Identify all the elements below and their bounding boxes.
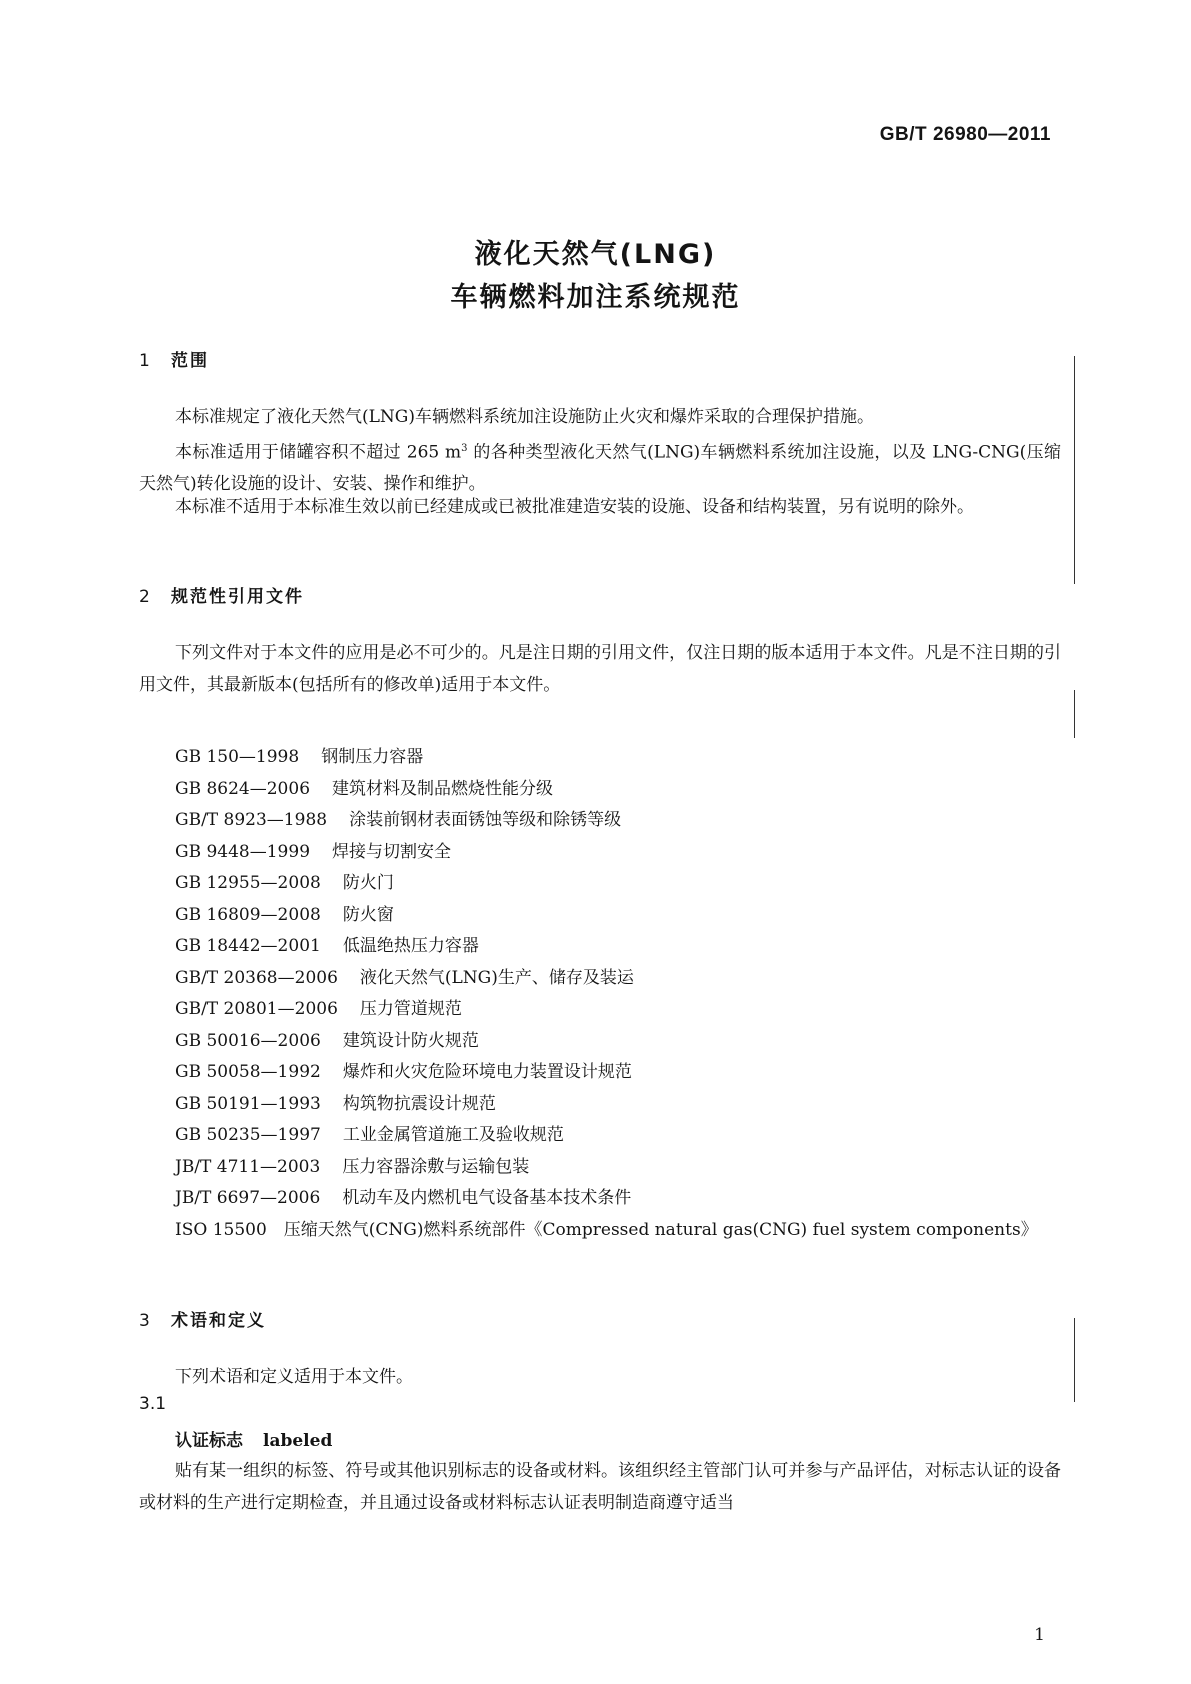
reference-item <box>175 1057 1061 1089</box>
term-english: labeled <box>263 1431 333 1451</box>
reference-code: GB/T 20801—2006 <box>175 999 338 1019</box>
section-2-intro: 下列文件对于本文件的应用是必不可少的。凡是注日期的引用文件，仅注日期的版本适用于本文件。凡是不注日期的引用文件，其最新版本(包括所有的修改单)适用于本文件。 <box>139 643 1061 695</box>
reference-title: 机动车及内燃机电气设备基本技术条件 <box>342 1188 632 1208</box>
reference-title: 工业金属管道施工及验收规范 <box>342 1125 564 1145</box>
reference-title: 爆炸和火灾危险环境电力装置设计规范 <box>342 1062 632 1082</box>
reference-item <box>175 742 1061 774</box>
section-3-title: 术语和定义 <box>171 1311 266 1331</box>
reference-code: GB/T 8923—1988 <box>175 810 328 830</box>
iso-reference: ISO 15500 压缩天然气(CNG)燃料系统部件《Compressed natural gas(CNG) fuel system components》 <box>175 1220 1038 1240</box>
section-2-title: 规范性引用文件 <box>171 587 304 607</box>
reference-code: GB 50058—1992 <box>175 1062 321 1082</box>
reference-code: GB 50191—1993 <box>175 1093 321 1114</box>
reference-item <box>175 1183 1061 1215</box>
term-chinese: 认证标志 <box>175 1431 243 1451</box>
reference-title: 防火窗 <box>342 904 394 925</box>
section-3-intro: 下列术语和定义适用于本文件。 <box>175 1367 413 1387</box>
reference-code: JB/T 4711—2003 <box>175 1156 321 1177</box>
reference-code: GB 150—1998 <box>175 747 300 767</box>
reference-title: 涂装前钢材表面锈蚀等级和除锈等级 <box>349 810 622 830</box>
section-3-number: 3 <box>139 1311 152 1331</box>
reference-item <box>175 805 1061 837</box>
reference-title: 构筑物抗震设计规范 <box>342 1093 496 1114</box>
reference-title: 焊接与切割安全 <box>332 841 452 862</box>
reference-code: GB 16809—2008 <box>175 904 321 925</box>
reference-code: GB 18442—2001 <box>175 936 321 956</box>
section-1-p2-superscript: 3 <box>461 443 468 454</box>
clause-number: 3.1 <box>139 1394 167 1414</box>
standard-code: GB/T 26980—2011 <box>879 124 1051 145</box>
reference-item <box>175 1026 1061 1058</box>
reference-code: GB/T 20368—2006 <box>175 967 338 988</box>
reference-title: 建筑设计防火规范 <box>342 1030 479 1051</box>
section-1-paragraph-3: 本标准不适用于本标准生效以前已经建成或已被批准建造安装的设施、设备和结构装置，另有说明的除外。 <box>175 497 974 517</box>
reference-item <box>175 931 1061 963</box>
reference-item <box>175 774 1061 806</box>
reference-title: 钢制压力容器 <box>321 747 424 767</box>
section-1-p2-start: 本标准适用于储罐容积不超过 265 m <box>175 442 462 463</box>
margin-change-bar <box>1074 1318 1075 1402</box>
section-1-paragraph-1: 本标准规定了液化天然气(LNG)车辆燃料系统加注设施防止火灾和爆炸采取的合理保护措施。 <box>175 407 875 427</box>
reference-item <box>175 1089 1061 1121</box>
margin-change-bar <box>1074 356 1075 584</box>
section-1-number: 1 <box>139 351 152 371</box>
document-title-line2: 车辆燃料加注系统规范 <box>450 282 741 313</box>
reference-code: GB 50235—1997 <box>175 1125 321 1145</box>
reference-title: 压力管道规范 <box>359 999 462 1019</box>
section-3-heading <box>139 1306 266 1331</box>
section-2-number: 2 <box>139 587 152 607</box>
reference-code: GB 9448—1999 <box>175 841 311 862</box>
document-title-line1: 液化天然气(LNG) <box>474 239 717 270</box>
page-number: 1 <box>1034 1625 1045 1645</box>
reference-item <box>175 994 1061 1026</box>
reference-code: JB/T 6697—2006 <box>175 1188 321 1208</box>
reference-item <box>175 1120 1061 1152</box>
section-1-heading <box>139 346 209 371</box>
section-1-paragraph-2 <box>139 433 1061 501</box>
section-1-title: 范围 <box>171 351 209 371</box>
reference-item <box>175 868 1061 900</box>
reference-code: GB 50016—2006 <box>175 1030 321 1051</box>
term-definition: 贴有某一组织的标签、符号或其他识别标志的设备或材料。该组织经主管部门认可并参与产品评估，对标志认证的设备或材料的生产进行定期检查，并且通过设备或材料标志认证表明制造商遵守适当 <box>139 1461 1061 1513</box>
reference-title: 液化天然气(LNG)生产、储存及装运 <box>359 967 634 988</box>
section-2-heading <box>139 582 304 607</box>
reference-code: GB 12955—2008 <box>175 873 321 893</box>
reference-title: 防火门 <box>342 873 394 893</box>
reference-item <box>175 837 1061 869</box>
reference-code: GB 8624—2006 <box>175 778 311 799</box>
section-1-p2-end: 的各种类型液化天然气(LNG)车辆燃料系统加注设施，以及 LNG-CNG(压缩天然气)转化设施的设计、安装、操作和维护。 <box>139 442 1062 495</box>
reference-title: 建筑材料及制品燃烧性能分级 <box>332 778 554 799</box>
reference-title: 压力容器涂敷与运输包装 <box>342 1156 530 1177</box>
term-entry <box>175 1426 332 1451</box>
reference-item <box>175 900 1061 932</box>
normative-reference-list <box>175 742 1061 1215</box>
reference-item <box>175 1152 1061 1184</box>
reference-item <box>175 963 1061 995</box>
margin-change-bar <box>1074 690 1075 738</box>
reference-title: 低温绝热压力容器 <box>342 936 479 956</box>
